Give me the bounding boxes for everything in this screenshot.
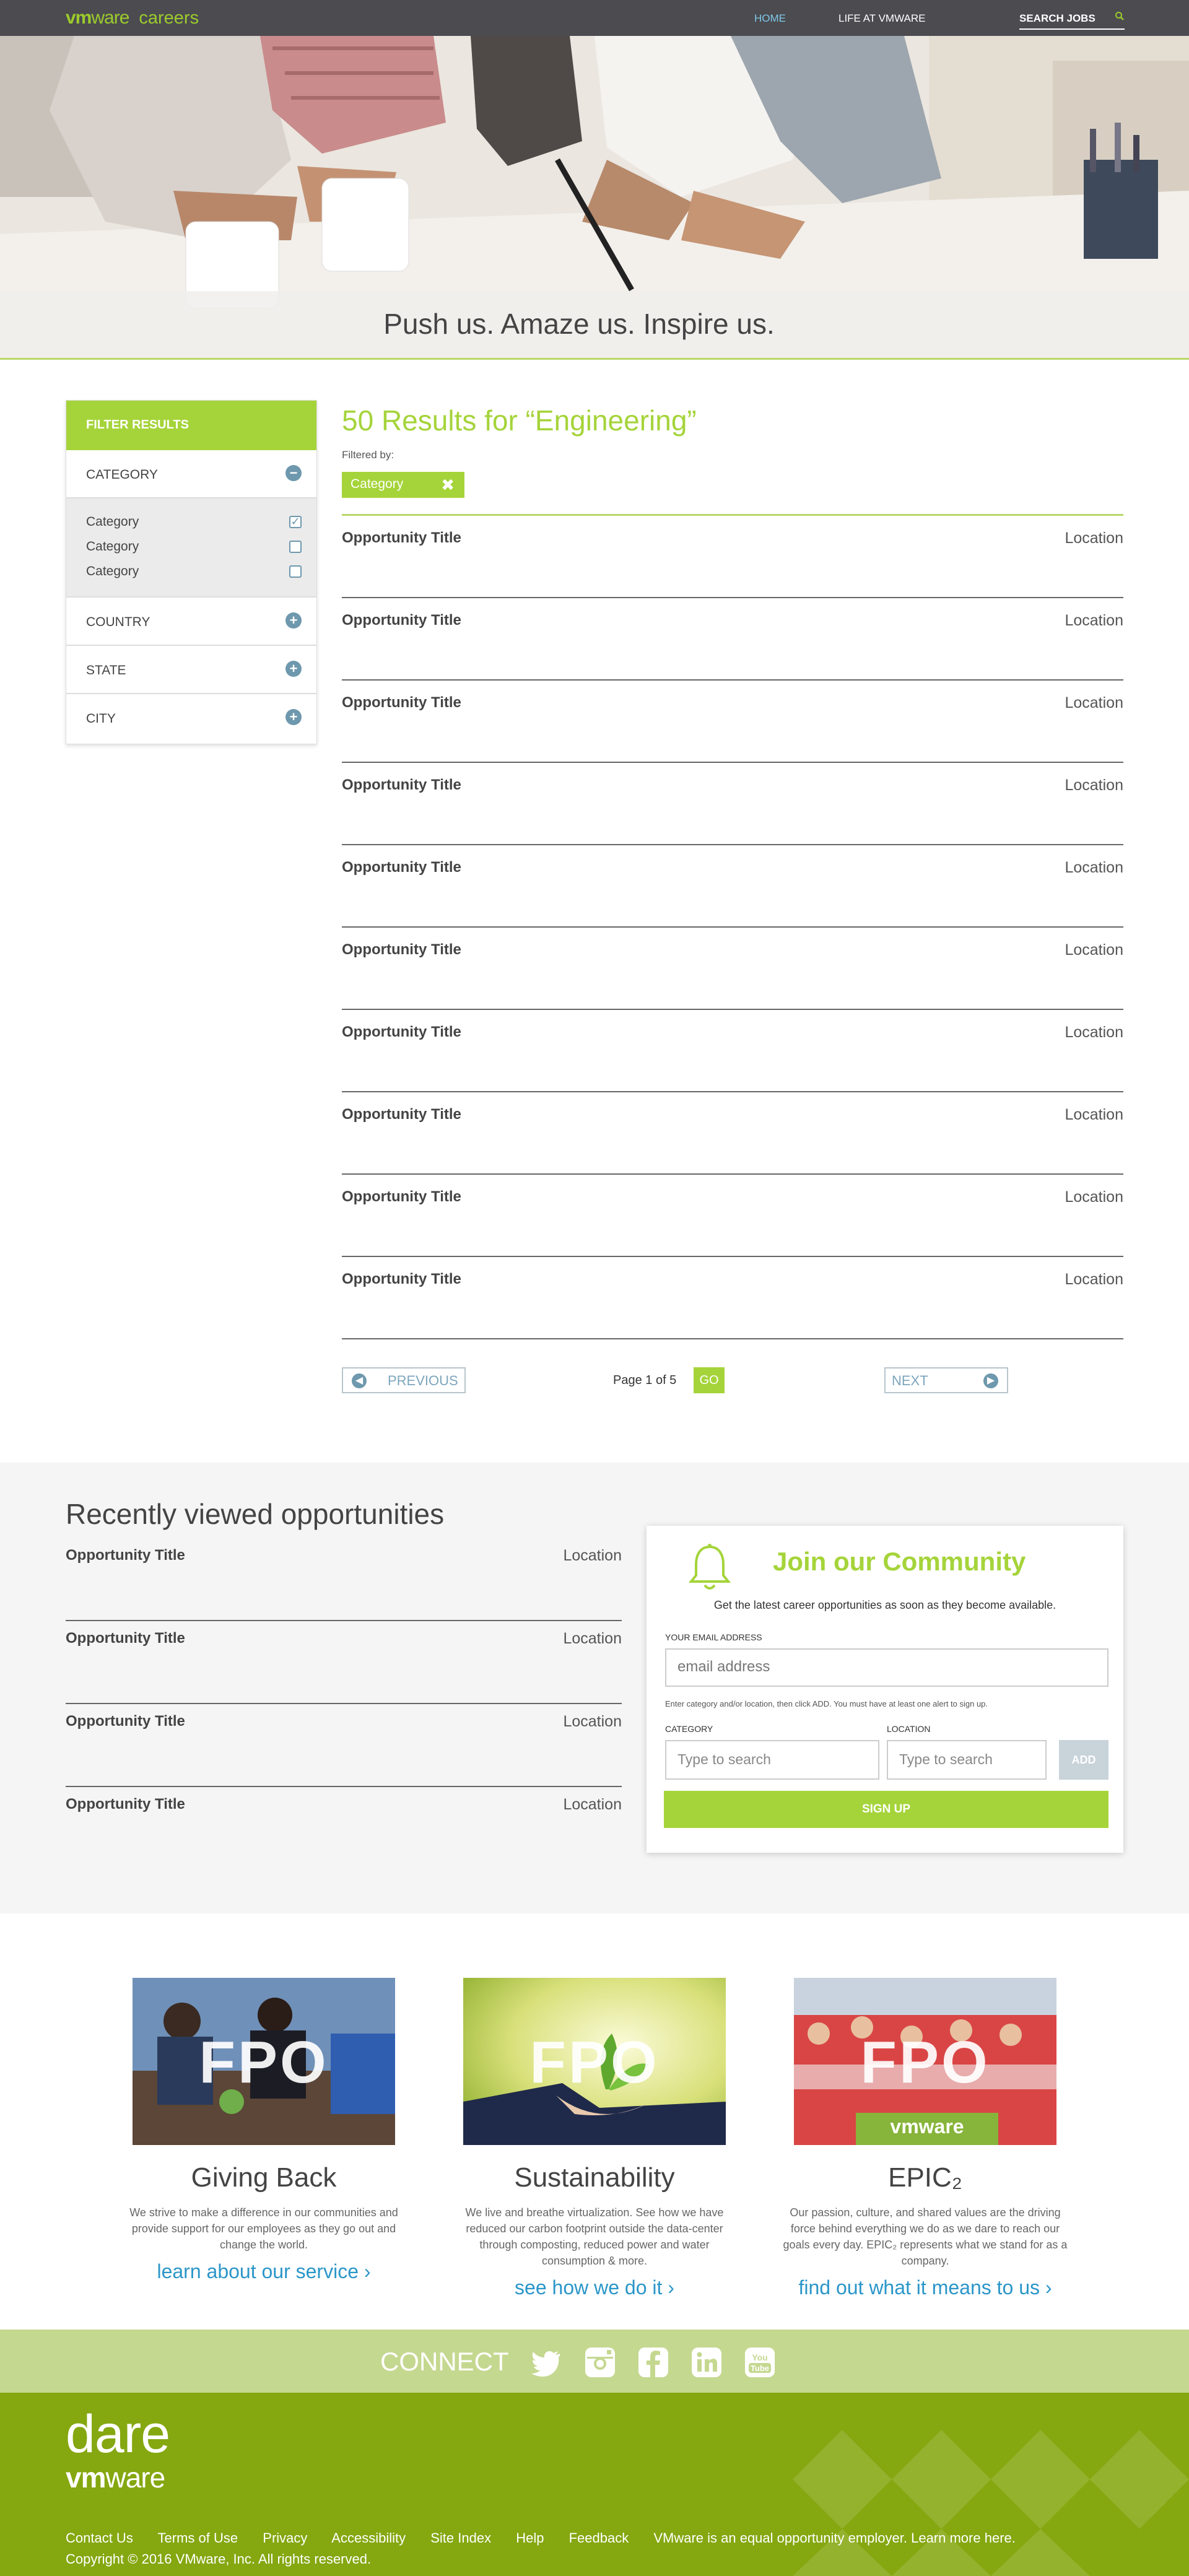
result-location: Location bbox=[1065, 694, 1123, 711]
filter-category[interactable] bbox=[66, 450, 316, 498]
learn-about-service-link[interactable]: learn about our service › bbox=[157, 2260, 371, 2282]
svg-text:You: You bbox=[752, 2352, 768, 2362]
copyright: Copyright © 2016 VMware, Inc. All rights reserved. bbox=[66, 2551, 372, 2567]
result-title[interactable]: Opportunity Title bbox=[342, 1188, 461, 1205]
filter-option-label: Category bbox=[86, 515, 139, 529]
result-row[interactable] bbox=[342, 1175, 1123, 1257]
filter-state-label: STATE bbox=[86, 663, 126, 677]
vmware-careers-logo[interactable] bbox=[66, 7, 199, 28]
remove-filter-icon[interactable]: ✖ bbox=[441, 476, 455, 494]
filter-country-label: COUNTRY bbox=[86, 615, 150, 629]
footer-link-site-index[interactable]: Site Index bbox=[430, 2530, 492, 2546]
arrow-right-icon: ▶ bbox=[983, 1373, 998, 1388]
result-title[interactable]: Opportunity Title bbox=[342, 1106, 461, 1123]
footer-ware: ware bbox=[105, 2461, 165, 2494]
result-title[interactable]: Opportunity Title bbox=[342, 612, 461, 629]
result-row[interactable] bbox=[342, 1257, 1123, 1339]
filter-option[interactable] bbox=[66, 559, 316, 584]
promo-text: We live and breathe virtualization. See how we have reduced our carbon footprint outside the data-center through composting, reduced power and water consumption & more. bbox=[465, 2206, 724, 2267]
join-help-text: Enter category and/or location, then click ADD. You must have at least one alert to sign up. bbox=[665, 1699, 988, 1708]
join-community-card bbox=[647, 1526, 1123, 1853]
footer-link-feedback[interactable]: Feedback bbox=[568, 2530, 629, 2546]
youtube-icon[interactable] bbox=[743, 2346, 777, 2379]
result-title[interactable]: Opportunity Title bbox=[342, 529, 461, 546]
go-button[interactable]: GO bbox=[694, 1367, 725, 1393]
sign-up-button[interactable]: SIGN UP bbox=[664, 1791, 1108, 1828]
promo-heading: EPIC₂ bbox=[888, 2162, 962, 2193]
top-navigation bbox=[0, 0, 1189, 36]
result-title[interactable]: Opportunity Title bbox=[342, 694, 461, 711]
result-location: Location bbox=[1065, 1188, 1123, 1206]
checkbox-icon[interactable] bbox=[289, 565, 302, 578]
recent-location: Location bbox=[563, 1630, 622, 1647]
filter-option[interactable] bbox=[66, 534, 316, 559]
email-field[interactable]: email address bbox=[665, 1648, 1108, 1687]
result-location: Location bbox=[1065, 777, 1123, 794]
filter-city[interactable] bbox=[66, 694, 316, 742]
expand-icon[interactable]: + bbox=[285, 612, 302, 629]
instagram-icon[interactable] bbox=[583, 2346, 617, 2379]
promo-text: Our passion, culture, and shared values are the driving force behind everything we do as we dare to reach our goals every day. EPIC₂ represents what we stand for as a company. bbox=[783, 2206, 1068, 2267]
location-search-input[interactable]: Type to search bbox=[887, 1740, 1047, 1780]
result-title[interactable]: Opportunity Title bbox=[342, 1271, 461, 1287]
previous-button[interactable] bbox=[342, 1367, 466, 1393]
bell-icon bbox=[684, 1542, 736, 1597]
expand-icon[interactable]: + bbox=[285, 661, 302, 677]
result-location: Location bbox=[1065, 612, 1123, 629]
previous-label: PREVIOUS bbox=[388, 1373, 458, 1388]
next-label: NEXT bbox=[892, 1373, 928, 1388]
filter-option-label: Category bbox=[86, 539, 139, 554]
promo-giving-back bbox=[109, 1978, 419, 2283]
recent-row[interactable] bbox=[66, 1787, 622, 1870]
see-how-we-do-it-link[interactable]: see how we do it › bbox=[515, 2276, 674, 2299]
result-row[interactable] bbox=[342, 1010, 1123, 1092]
category-label: CATEGORY bbox=[665, 1724, 713, 1734]
filtered-by-label: Filtered by: bbox=[342, 449, 394, 461]
footer-link-terms[interactable]: Terms of Use bbox=[157, 2530, 238, 2546]
facebook-icon[interactable] bbox=[637, 2346, 670, 2379]
footer-link-eoe[interactable]: VMware is an equal opportunity employer. Learn more here. bbox=[653, 2530, 1016, 2546]
arrow-left-icon: ◀ bbox=[352, 1373, 367, 1388]
footer-link-help[interactable]: Help bbox=[516, 2530, 544, 2546]
join-description: Get the latest career opportunities as soon as they become available. bbox=[713, 1599, 1056, 1611]
fpo-placeholder: FPO bbox=[860, 2029, 990, 2095]
recently-viewed-list bbox=[66, 1538, 622, 1870]
result-title[interactable]: Opportunity Title bbox=[342, 1024, 461, 1040]
result-row[interactable] bbox=[342, 516, 1123, 598]
promo-epic bbox=[770, 1978, 1080, 2299]
recent-row[interactable] bbox=[66, 1704, 622, 1787]
category-search-input[interactable]: Type to search bbox=[665, 1740, 879, 1780]
result-location: Location bbox=[1065, 529, 1123, 547]
hero-tagline: Push us. Amaze us. Inspire us. bbox=[383, 308, 775, 340]
filter-state[interactable] bbox=[66, 646, 316, 694]
checkbox-checked-icon[interactable]: ✓ bbox=[289, 516, 302, 528]
hero-banner bbox=[0, 36, 1189, 358]
footer-link-privacy[interactable]: Privacy bbox=[263, 2530, 308, 2546]
logo-vm: vm bbox=[66, 7, 92, 28]
checkbox-icon[interactable] bbox=[289, 541, 302, 553]
footer-vmware-logo bbox=[66, 2461, 165, 2494]
add-button[interactable]: ADD bbox=[1059, 1740, 1108, 1780]
footer-pattern bbox=[756, 2393, 1189, 2576]
filter-option[interactable] bbox=[66, 510, 316, 534]
result-row[interactable] bbox=[342, 763, 1123, 845]
footer-vm: vm bbox=[66, 2461, 106, 2494]
promo-heading: Giving Back bbox=[191, 2162, 337, 2193]
linkedin-icon[interactable] bbox=[690, 2346, 723, 2379]
fpo-placeholder: FPO bbox=[529, 2029, 660, 2095]
filter-option-label: Category bbox=[86, 564, 139, 578]
recent-title[interactable]: Opportunity Title bbox=[66, 1547, 185, 1564]
filter-city-label: CITY bbox=[86, 711, 116, 726]
sustainability-image bbox=[463, 1978, 726, 2145]
footer-link-contact[interactable]: Contact Us bbox=[66, 2530, 133, 2546]
result-location: Location bbox=[1065, 1271, 1123, 1288]
connect-label: CONNECT bbox=[380, 2347, 509, 2376]
join-title: Join our Community bbox=[773, 1547, 1026, 1576]
nav-life-at-vmware[interactable]: LIFE AT VMWARE bbox=[838, 12, 926, 24]
result-location: Location bbox=[1065, 1024, 1123, 1041]
email-label: YOUR EMAIL ADDRESS bbox=[665, 1632, 762, 1642]
recent-row[interactable] bbox=[66, 1538, 622, 1621]
recent-title[interactable]: Opportunity Title bbox=[66, 1713, 185, 1730]
result-location: Location bbox=[1065, 941, 1123, 959]
connect-bar bbox=[0, 2330, 1189, 2393]
result-title[interactable]: Opportunity Title bbox=[342, 941, 461, 958]
epic-image bbox=[794, 1978, 1056, 2145]
recent-row[interactable] bbox=[66, 1621, 622, 1704]
fpo-placeholder: FPO bbox=[199, 2029, 329, 2095]
result-row[interactable] bbox=[342, 1092, 1123, 1175]
active-filter-label: Category bbox=[351, 477, 404, 491]
nav-search-jobs[interactable] bbox=[1019, 12, 1125, 30]
promo-heading: Sustainability bbox=[514, 2162, 675, 2193]
footer-links bbox=[66, 2530, 1037, 2546]
recent-location: Location bbox=[563, 1547, 622, 1564]
filter-header: FILTER RESULTS bbox=[66, 401, 316, 450]
location-label: LOCATION bbox=[887, 1724, 931, 1734]
result-location: Location bbox=[1065, 1106, 1123, 1123]
logo-careers: careers bbox=[139, 8, 199, 28]
next-button[interactable] bbox=[884, 1367, 1008, 1393]
expand-icon[interactable]: + bbox=[285, 709, 302, 725]
recent-title[interactable]: Opportunity Title bbox=[66, 1630, 185, 1647]
result-row[interactable] bbox=[342, 845, 1123, 928]
page-indicator: Page 1 of 5 bbox=[613, 1373, 677, 1387]
nav-home[interactable]: HOME bbox=[754, 12, 786, 24]
recent-title[interactable]: Opportunity Title bbox=[66, 1796, 185, 1812]
nav-search-label: SEARCH JOBS bbox=[1019, 12, 1095, 24]
hero-divider bbox=[0, 358, 1189, 360]
twitter-icon[interactable] bbox=[530, 2346, 564, 2379]
results-heading: 50 Results for “Engineering” bbox=[342, 404, 697, 437]
filter-category-options bbox=[66, 498, 316, 598]
result-location: Location bbox=[1065, 859, 1123, 876]
result-title[interactable]: Opportunity Title bbox=[342, 777, 461, 793]
recently-viewed-heading: Recently viewed opportunities bbox=[66, 1498, 445, 1530]
collapse-icon[interactable]: − bbox=[285, 465, 302, 481]
result-row[interactable] bbox=[342, 928, 1123, 1010]
result-row[interactable] bbox=[342, 681, 1123, 763]
promo-text: We strive to make a difference in our communities and provide support for our employees as they go out and change the world. bbox=[129, 2206, 398, 2251]
footer bbox=[0, 2393, 1189, 2576]
filter-country[interactable] bbox=[66, 598, 316, 646]
footer-dare-wordmark: dare bbox=[66, 2404, 170, 2464]
vmware-banner-text: vmware bbox=[890, 2115, 964, 2138]
active-filter-chip[interactable] bbox=[342, 472, 464, 498]
search-icon[interactable] bbox=[1115, 11, 1125, 24]
promo-sustainability bbox=[440, 1978, 749, 2299]
result-row[interactable] bbox=[342, 598, 1123, 681]
recent-location: Location bbox=[563, 1796, 622, 1813]
find-out-what-it-means-link[interactable]: find out what it means to us › bbox=[798, 2276, 1052, 2299]
results-list bbox=[342, 516, 1123, 1339]
recent-location: Location bbox=[563, 1713, 622, 1730]
giving-back-image bbox=[133, 1978, 395, 2145]
filter-category-label: CATEGORY bbox=[86, 468, 158, 482]
logo-ware: ware bbox=[91, 7, 129, 28]
filter-panel bbox=[66, 400, 317, 744]
footer-link-accessibility[interactable]: Accessibility bbox=[331, 2530, 406, 2546]
svg-text:Tube: Tube bbox=[750, 2364, 770, 2373]
result-title[interactable]: Opportunity Title bbox=[342, 859, 461, 876]
